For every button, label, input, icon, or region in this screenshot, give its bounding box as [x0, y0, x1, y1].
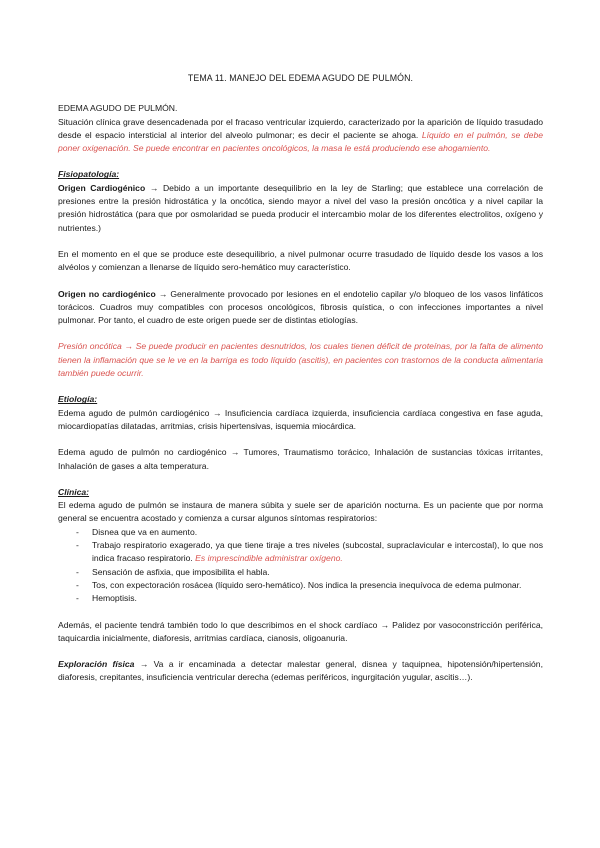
clinica-intro: El edema agudo de pulmón se instaura de manera súbita y suele ser de aparición nocturna. Es un paciente que por norma general se encuentra acostado y comienza a cursar algunos síntomas respiratorios: — [58, 500, 543, 524]
no-cardio-origin-paragraph — [58, 288, 543, 328]
dash-marker: - — [76, 579, 79, 590]
clinica-heading: Clínica: — [58, 486, 90, 497]
etiologia-no-cardio: Edema agudo de pulmón no cardiogénico → Tumores, Traumatismo torácico, Inhalación de sustancias tóxicas irritantes, Inhalación de gases a alta temperatura. — [58, 447, 543, 471]
list-item — [58, 539, 543, 566]
list-item-note: Es imprescindible administrar oxígeno. — [195, 553, 343, 564]
intro-note: Líquido en el pulmón, se debe poner oxigenación. Se puede encontrar en pacientes oncológicos, la masa le está produciendo ese ahogamiento. — [58, 129, 543, 154]
dash-marker: - — [76, 526, 79, 537]
list-item-text: Trabajo respiratorio exagerado, ya que tiene tiraje a tres niveles (subcostal, supraclavicular e intercostal), lo que nos indica fracaso respiratorio. — [92, 540, 543, 564]
etiologia-heading: Etiología: — [58, 394, 98, 405]
symptom-list — [58, 526, 543, 606]
cardio-origin-label: Origen Cardiogénico — [58, 182, 146, 193]
dash-marker: - — [76, 540, 79, 551]
exploracion-label: Exploración física — [58, 659, 135, 670]
list-item-text: Disnea que va en aumento. — [92, 526, 198, 537]
list-item — [58, 579, 543, 592]
cardio-origin-text: → Debido a un importante desequilibrio en la ley de Starling; que establece una correlación de presiones entre la presión hidrostática y la oncótica, siendo mayor a nivel del vaso la presión oncótica y a nivel capilar la presión hidrostática (para que por osmolaridad se pueda producir el intercambio molar de los diferentes electrolitos, oxígeno y nutrientes.) — [58, 182, 543, 233]
exploracion-paragraph — [58, 658, 543, 685]
dash-marker: - — [76, 566, 79, 577]
list-item-text: Tos, con expectoración rosácea (líquido sero-hemático). Nos indica la presencia inequívoca de edema pulmonar. — [92, 579, 522, 590]
dash-marker: - — [76, 593, 79, 604]
document-page — [58, 72, 543, 685]
no-cardio-origin-text: → Generalmente provocado por lesiones en el endotelio capilar y/o bloqueo de los vasos linfáticos torácicos. Cuadros muy compatibles con procesos oncológicos, fibrosis quística, o con infecciones importantes a nivel pulmonar. Por tanto, el cuadro de este origen puede ser de distintas etiologías. — [58, 288, 544, 326]
ademas-paragraph: Además, el paciente tendrá también todo lo que describimos en el shock cardíaco → Palidez por vasoconstricción periférica, taquicardia inicialmente, diaforesis, arritmias cardíaca, cianosis, oligoanuria. — [58, 619, 543, 643]
no-cardio-origin-label: Origen no cardiogénico — [58, 288, 156, 299]
cardio-origin-paragraph — [58, 182, 543, 235]
fisiopatologia-heading: Fisiopatología: — [58, 169, 120, 180]
oncotic-note: Presión oncótica → Se puede producir en pacientes desnutridos, los cuales tienen déficit de proteínas, por la falta de alimento tienen la inflamación que se le ve en la barriga es todo líquido (ascitis), en pacientes con trastornos de la conducta alimentaria también puede ocurrir. — [58, 341, 543, 379]
list-item-text: Sensación de asfixia, que imposibilita el habla. — [92, 566, 270, 577]
intro-text: Situación clínica grave desencadenada por el fracaso ventricular izquierdo, caracterizado por la aparición de líquido trasudado desde el espacio intersticial al interior del alveolo pulmonar; es decir el paciente se ahoga. — [58, 116, 543, 140]
page-title: TEMA 11. MANEJO DEL EDEMA AGUDO DE PULMÓN. — [187, 73, 414, 83]
exploracion-text: → Va a ir encaminada a detectar malestar general, disnea y taquipnea, hipotensión/hipertensión, diaforesis, crepitantes, insuficiencia ventricular derecha (edemas periféricos, ingurgitación yugular, ascitis…). — [58, 659, 543, 683]
list-item — [58, 526, 543, 539]
list-item-text: Hemoptisis. — [92, 593, 137, 604]
moment-paragraph: En el momento en el que se produce este desequilibrio, a nivel pulmonar ocurre trasudado de líquido desde los vasos a los alvéolos y comienzan a llenarse de líquido sero-hemático muy característico. — [58, 248, 543, 273]
section-heading: EDEMA AGUDO DE PULMÓN. — [58, 103, 178, 114]
intro-paragraph — [58, 116, 543, 156]
etiologia-cardio: Edema agudo de pulmón cardiogénico → Insuficiencia cardíaca izquierda, insuficiencia cardíaca congestiva en fase aguda, miocardiopatías dilatadas, arritmias, crisis hipertensivas, isquemia miocárdica. — [58, 407, 543, 431]
list-item — [58, 592, 543, 605]
list-item — [58, 566, 543, 579]
